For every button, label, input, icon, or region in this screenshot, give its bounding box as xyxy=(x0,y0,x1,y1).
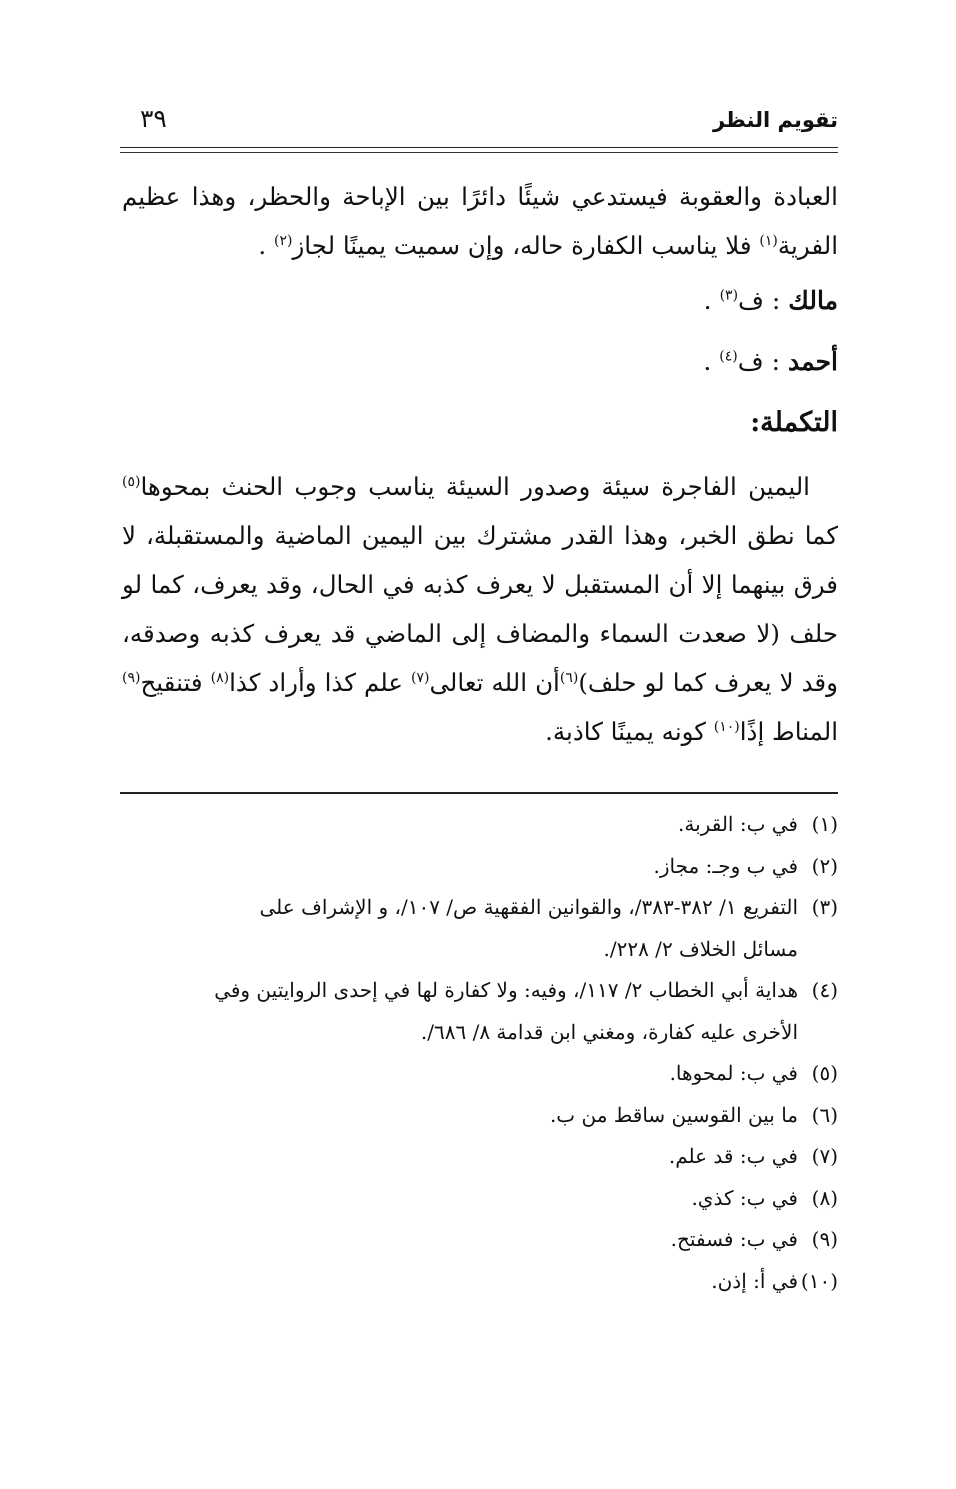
malik-label: مالك xyxy=(788,286,838,315)
footnote-ref-6[interactable]: (٦) xyxy=(559,669,579,686)
footnote-number: (٦) xyxy=(811,1102,838,1127)
para1-end: . xyxy=(258,231,267,260)
takmila-heading: التكملة: xyxy=(750,407,838,438)
ahmad-label: أحمد xyxy=(788,347,838,376)
footnote-item xyxy=(122,970,838,1012)
para2-g: كونه يمينًا كاذبة. xyxy=(545,717,714,746)
footnote-text: في ب: كذي. xyxy=(691,1185,798,1210)
malik-entry xyxy=(122,270,838,331)
footnote-number: (١٠) xyxy=(800,1268,838,1293)
paragraph-1 xyxy=(122,172,838,270)
para2-c: أن الله تعالى xyxy=(429,668,560,697)
footnote-item xyxy=(122,1178,838,1220)
malik-text: : ف xyxy=(738,286,781,315)
footnote-item xyxy=(122,887,838,929)
paragraph-2 xyxy=(122,462,838,756)
footnote-ref-3[interactable]: (٣) xyxy=(719,287,739,304)
footnote-text: في أ: إذن. xyxy=(711,1268,798,1293)
ahmad-end: . xyxy=(703,347,712,376)
footnote-ref-8[interactable]: (٨) xyxy=(210,669,230,686)
footnote-ref-4[interactable]: (٤) xyxy=(719,348,738,365)
para2-b: كما نطق الخبر، وهذا القدر مشترك بين اليمين الماضية والمستقبلة، لا فرق بينهما إلا أن المستقبل لا يعرف كذبه في الحال، وقد يعرف، كما لو حلف (لا صعدت السماء والمضاف إلى الماضي قد يعرف كذبه وصدقه، وقد لا يعرف كما لو حلف) xyxy=(122,521,838,697)
footnote-item xyxy=(122,1261,838,1303)
para2-d: علم كذا وأراد كذا xyxy=(229,668,412,697)
footnote-text: في ب: فسفتح. xyxy=(670,1227,798,1251)
running-title: تقويم النظر xyxy=(712,108,838,132)
footnote-number: (٤) xyxy=(811,978,838,1002)
footnote-number: (٧) xyxy=(811,1144,838,1168)
para2-a: اليمين الفاجرة سيئة وصدور السيئة يناسب وجوب الحنث بمحوها xyxy=(140,472,810,501)
footnote-ref-10[interactable]: (١٠) xyxy=(713,718,740,735)
footnote-item xyxy=(122,1053,838,1095)
footnote-ref-2[interactable]: (٢) xyxy=(273,232,293,249)
main-text xyxy=(122,172,838,756)
footnote-number: (٨) xyxy=(811,1185,838,1210)
footnote-continuation: الأخرى عليه كفارة، ومغني ابن قدامة ٨/ ٦٨٦/. xyxy=(420,1019,798,1044)
footnote-ref-5[interactable]: (٥) xyxy=(122,473,141,490)
ahmad-entry xyxy=(122,331,838,392)
footnote-text: في ب: القربة. xyxy=(678,812,798,836)
footnote-continuation: مسائل الخلاف ٢/ ٢٢٨/. xyxy=(603,936,798,961)
footnotes xyxy=(122,804,838,1302)
para1-line2a: الفرية xyxy=(777,231,838,260)
footnote-item xyxy=(122,1095,838,1137)
footnote-item xyxy=(122,1219,838,1261)
malik-end: . xyxy=(703,286,712,315)
para1-line1: العبادة والعقوبة فيستدعي شيئًا دائرًا بين الإباحة والحظر، وهذا عظيم xyxy=(122,182,838,211)
footnote-number: (٥) xyxy=(811,1061,838,1085)
footnote-number: (٩) xyxy=(811,1227,838,1251)
para1-line2b: فلا يناسب الكفارة حاله، وإن سميت يمينًا لجاز xyxy=(292,231,760,260)
footnote-text: في ب: لمحوها. xyxy=(669,1061,798,1085)
footnote-item xyxy=(122,846,838,888)
footnote-ref-9[interactable]: (٩) xyxy=(122,669,141,686)
footnote-text: التفريع ١/ ٣٨٢-٣٨٣/، والقوانين الفقهية ص/ ١٠٧/، و الإشراف على xyxy=(259,895,798,919)
footnote-ref-7[interactable]: (٧) xyxy=(411,669,430,686)
footnote-separator xyxy=(120,792,838,794)
footnote-item xyxy=(122,804,838,846)
footnote-ref-1[interactable]: (١) xyxy=(759,232,778,249)
para2-e: فتنقيح xyxy=(140,668,211,697)
footnote-text: في ب: قد علم. xyxy=(668,1144,798,1168)
footnote-number: (٢) xyxy=(811,853,838,878)
footnote-text: في ب وجـ: مجاز. xyxy=(653,853,798,878)
footnote-text: هداية أبي الخطاب ٢/ ١١٧/، وفيه: ولا كفارة لها في إحدى الروايتين وفي xyxy=(214,978,798,1002)
ahmad-text: : ف xyxy=(737,347,781,376)
header-rule-thick xyxy=(120,147,838,148)
footnote-item xyxy=(122,1136,838,1178)
para2-f: المناط إذًا xyxy=(739,717,838,746)
page-number: ٣٩ xyxy=(140,104,167,133)
page-header xyxy=(120,104,838,144)
header-rule-thin xyxy=(120,152,838,153)
footnote-number: (٣) xyxy=(811,895,838,919)
footnote-number: (١) xyxy=(811,812,838,836)
footnote-text: ما بين القوسين ساقط من ب. xyxy=(549,1102,798,1127)
